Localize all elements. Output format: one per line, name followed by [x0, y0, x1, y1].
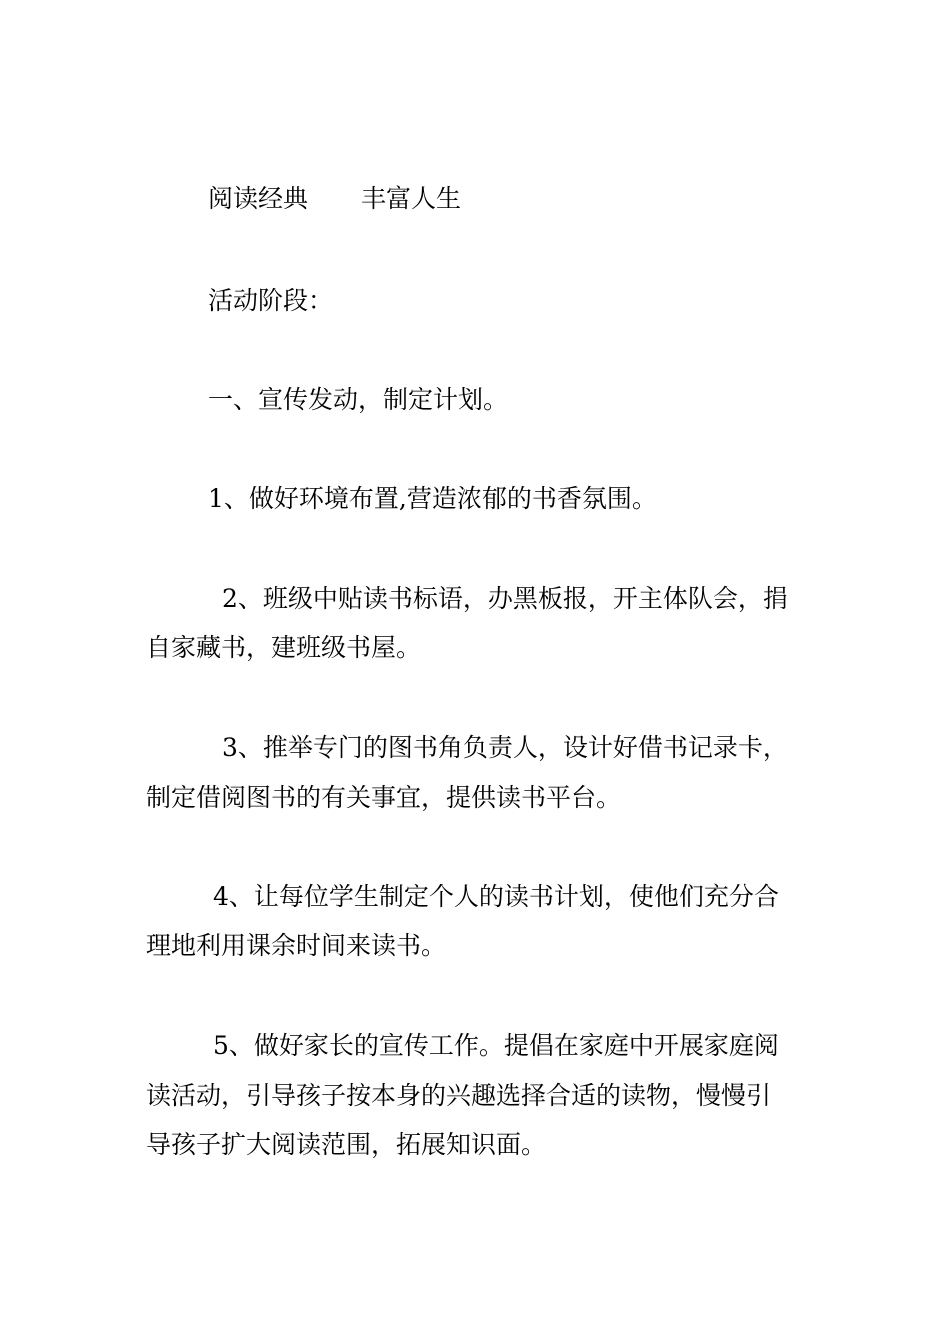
title-part-1: 阅读经典	[208, 184, 309, 213]
item-5-line-1: 5、做好家长的宣传工作。提倡在家庭中开展家庭阅	[213, 1031, 779, 1060]
item-2-line-1: 2、班级中贴读书标语，办黑板报，开主体队会，捐	[222, 584, 788, 613]
item-1-line-1: 1、做好环境布置,营造浓郁的书香氛围。	[208, 484, 657, 513]
item-4-line-1: 4、让每位学生制定个人的读书计划，使他们充分合	[213, 882, 779, 911]
section-heading: 一、宣传发动，制定计划。	[208, 385, 509, 414]
item-3-line-1: 3、推举专门的图书角负责人，设计好借书记录卡，	[222, 733, 788, 762]
item-4-line-2: 理地利用课余时间来读书。	[146, 931, 447, 960]
title-part-2: 丰富人生	[361, 184, 462, 213]
item-2-line-2: 自家藏书，建班级书屋。	[146, 633, 422, 662]
stage-label: 活动阶段：	[208, 286, 334, 315]
item-5-line-2: 读活动，引导孩子按本身的兴趣选择合适的读物，慢慢引	[146, 1081, 772, 1110]
item-3-line-2: 制定借阅图书的有关事宜，提供读书平台。	[146, 783, 622, 812]
item-5-line-3: 导孩子扩大阅读范围，拓展知识面。	[146, 1130, 547, 1159]
